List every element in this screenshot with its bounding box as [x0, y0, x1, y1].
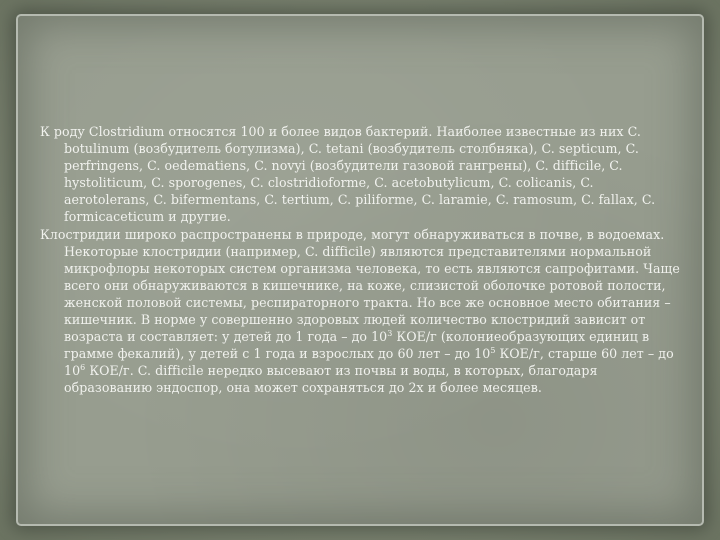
paragraph-clostridium-species: К роду Clostridium относятся 100 и более видов бактерий. Наиболее известные из них C. botulinum (возбудитель ботулизма), C. tetani (возбудитель столбняка), C. septicum, C. perfringens, C. oedematiens, C. novyi (возбудители газовой гангрены), C. difficile, C. hystoliticum, C. sporogenes, C. clostridioforme, C. acetobutylicum, C. colicanis, C. aerotolerans, C. bifermentans, C. tertium, C. piliforme, C. laramie, C. ramosum, C. fallax, C. formicaceticum и другие.	[40, 124, 656, 225]
exponent-2: 5	[490, 346, 496, 356]
habitat-text-part-4: КОЕ/г. C. difficile нередко высевают из почвы и воды, в которых, благодаря образованию эндоспор, она может сохраняться до 2х и более месяцев.	[64, 363, 598, 396]
slide-text-body	[40, 123, 680, 397]
paragraph-clostridium-habitat	[40, 226, 680, 397]
habitat-text-part-1: Клостридии широко распространены в природе, могут обнаруживаться в почве, в водоемах. Некоторые клостридии (например, C. difficile) являются представителями нормальной микрофлоры некоторых систем организма человека, то есть являются сапрофитами. Чаще всего они обнаруживаются в кишечнике, на коже, слизистой оболочке ротовой полости, женской половой системы, респираторного тракта. Но все же основное место обитания – кишечник. В норме у совершенно здоровых людей количество клостридий зависит от возраста и составляет: у детей до 1 года – до 10	[40, 226, 680, 345]
habitat-text-part-3: КОЕ/г, старше 60 лет – до 10	[64, 346, 674, 379]
exponent-1: 3	[387, 328, 393, 338]
exponent-3: 6	[80, 363, 86, 373]
habitat-text-part-2: КОЕ/г (колониеобразующих единиц в грамме фекалий), у детей с 1 года и взрослых до 60 лет – до 10	[64, 329, 650, 362]
